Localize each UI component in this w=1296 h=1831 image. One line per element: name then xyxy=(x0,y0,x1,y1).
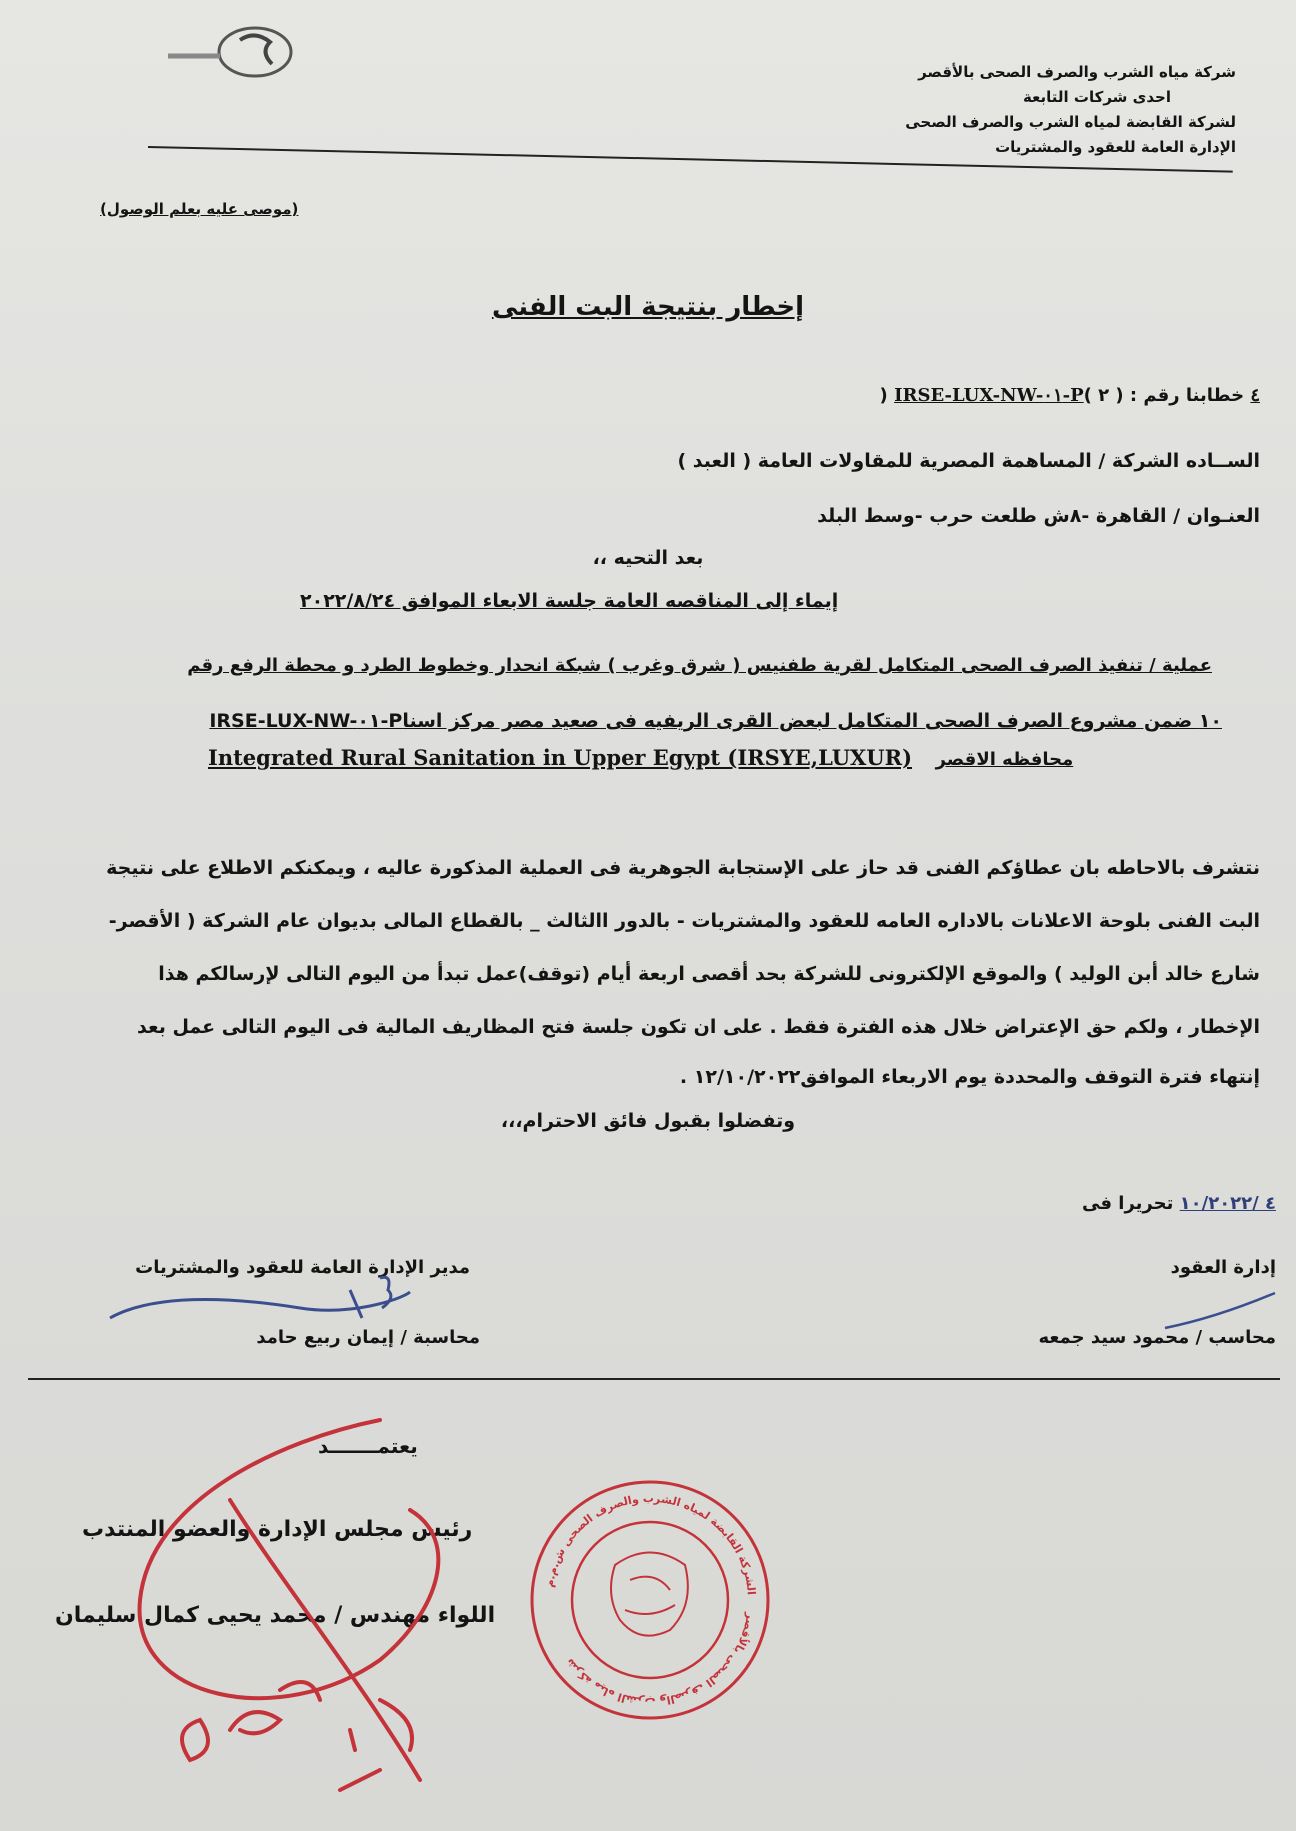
blue-signature-left xyxy=(100,1270,520,1340)
contracts-dept-title: إدارة العقود xyxy=(1170,1257,1276,1278)
seal-inner-text: شركة مياه الشرب والصرف الصحى بالأقصر xyxy=(562,1611,758,1709)
header-affiliation: احدى شركات التابعة xyxy=(1022,88,1171,106)
approval-label: يعتمـــــــد xyxy=(318,1434,418,1458)
contracts-dept-signatory: محاسب / محمود سيد جمعه xyxy=(1038,1327,1276,1348)
general-manager-signatory: محاسبة / إيمان ربيع حامد xyxy=(256,1327,480,1348)
reference-line xyxy=(880,385,1260,406)
greeting: بعد التحيه ،، xyxy=(592,547,704,569)
reference-code: IRSE-LUX-NW-٠١-P٤ xyxy=(894,385,1260,406)
issue-date xyxy=(1082,1193,1276,1214)
page-title: إخطار بنتيجة البت الفنى xyxy=(491,292,805,322)
recipient-company: الســاده الشركة / المساهمة المصرية للمقاولات العامة ( العبد ) xyxy=(677,450,1260,472)
body-line-2: البت الفنى بلوحة الاعلانات بالاداره العامه للعقود والمشتريات - بالدور االثالث _ بالقطاع المالى بديوان عام الشركة ( الأقصر- xyxy=(108,910,1260,932)
body-line-3: شارع خالد أبن الوليد ) والموقع الإلكترونى للشركة بحد أقصى اربعة أيام (توقف)عمل تبدأ من اليوم التالى لإرسالكم هذا xyxy=(158,963,1260,985)
subject-project-english xyxy=(208,745,1073,770)
company-logo xyxy=(160,22,300,82)
svg-text:شركة مياه الشرب والصرف الصحى ب xyxy=(563,1611,757,1708)
header-department: الإدارة العامة للعقود والمشتريات xyxy=(995,138,1236,156)
header-holding-company: لشركة القابضة لمياه الشرب والصرف الصحى xyxy=(905,113,1236,131)
blue-signature-right xyxy=(1155,1278,1285,1338)
general-manager-title: مدير الإدارة العامة للعقود والمشتريات xyxy=(135,1257,470,1278)
header-company: شركة مياه الشرب والصرف الصحى بالأقصر xyxy=(918,63,1236,81)
reference-close: ) xyxy=(879,385,888,406)
subject-english-title: Integrated Rural Sanitation in Upper Egypt (IRSYE,LUXUR) xyxy=(208,745,913,770)
body-line-4: الإخطار ، ولكم حق الإعتراض خلال هذه الفترة فقط . على ان تكون جلسة فتح المظاريف المالية فى اليوم التالى عمل بعد xyxy=(137,1016,1260,1038)
registered-mail-note: (موصى عليه بعلم الوصول) xyxy=(100,200,299,218)
approval-name: اللواء مهندس / محمد يحيى كمال سليمان xyxy=(55,1603,496,1628)
subject-governorate: محافظه الاقصر xyxy=(935,749,1074,770)
body-line-1: نتشرف بالاحاطه بان عطاؤكم الفنى قد حاز على الإستجابة الجوهرية فى العملية المذكورة عاليه ، ويمكنكم الاطلاع على نتيجة xyxy=(106,857,1260,879)
closing-phrase: وتفضلوا بقبول فائق الاحترام،،، xyxy=(500,1110,796,1132)
recipient-address: العنـوان / القاهرة -٨ش طلعت حرب -وسط البلد xyxy=(817,505,1260,527)
seal-outer-text: الشركة القابضة لمياه الشرب والصرف الصحى ش.م.م xyxy=(542,1491,758,1596)
subject-project-code: IRSE-LUX-NW-٠١-P١٠ ضمن مشروع الصرف الصحى المتكامل لبعض القرى الريفيه فى صعيد مصر مركز اسنا xyxy=(209,710,1222,732)
subject-tender-session: إيماء إلى المناقصه العامة جلسة الابعاء الموافق ٢٠٢٢/٨/٢٤ xyxy=(300,590,839,612)
date-value: ٤ /١٠/٢٠٢٢ xyxy=(1179,1193,1276,1214)
signature-divider xyxy=(28,1378,1280,1380)
body-line-5: إنتهاء فترة التوقف والمحددة يوم الاربعاء الموافق١٢/١٠/٢٠٢٢ . xyxy=(679,1066,1260,1088)
date-label: تحريرا فى xyxy=(1082,1193,1174,1214)
subject-project-scope: عملية / تنفيذ الصرف الصحى المتكامل لقرية طفنيس ( شرق وغرب ) شبكة انحدار وخطوط الطرد و محطة الرفع رقم xyxy=(187,655,1212,676)
reference-label: خطابنا رقم : ( ٢ ) xyxy=(1083,385,1245,406)
approval-position: رئيس مجلس الإدارة والعضو المنتدب xyxy=(82,1517,473,1542)
company-seal xyxy=(520,1470,780,1730)
